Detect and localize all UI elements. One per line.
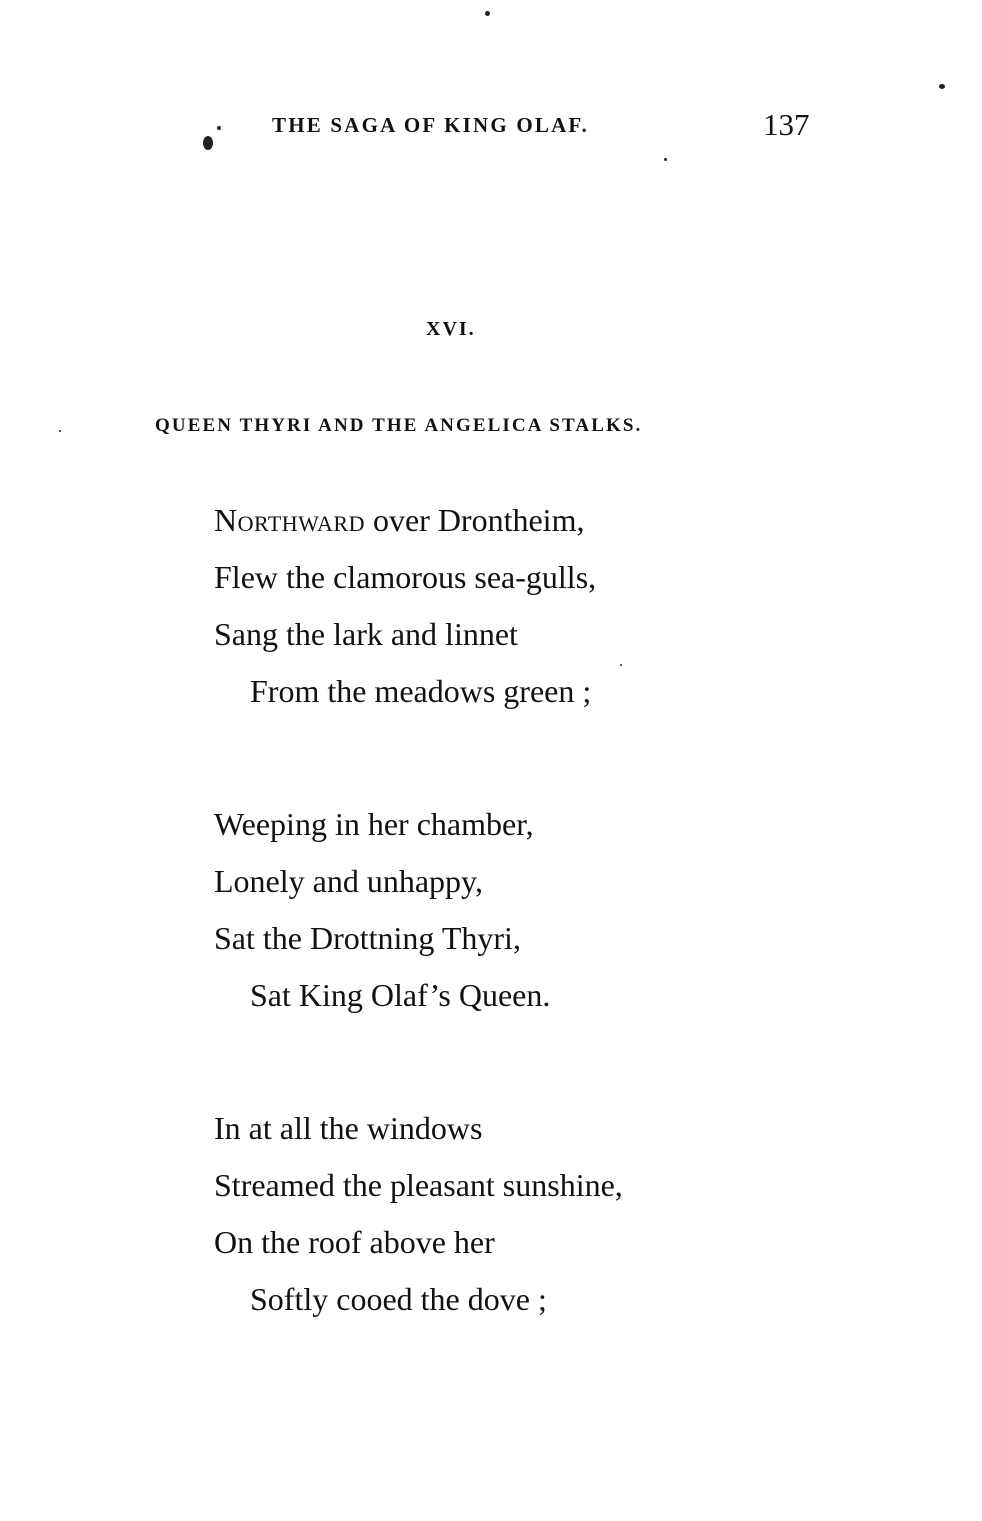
poem-line: Flew the clamorous sea-gulls, bbox=[214, 559, 597, 595]
section-number: XVI. bbox=[426, 318, 476, 340]
scan-speck bbox=[217, 126, 221, 130]
running-title: THE SAGA OF KING OLAF. bbox=[272, 113, 589, 137]
poem-line: On the roof above her bbox=[214, 1224, 495, 1260]
scan-speck bbox=[203, 136, 213, 150]
scan-speck bbox=[939, 84, 945, 89]
stanza bbox=[214, 796, 954, 1024]
opening-word: Northward bbox=[214, 502, 365, 538]
poem-line: Weeping in her chamber, bbox=[214, 806, 534, 842]
poem-line: Streamed the pleasant sunshine, bbox=[214, 1167, 623, 1203]
poem bbox=[214, 492, 954, 1404]
poem-line: In at all the windows bbox=[214, 1110, 483, 1146]
poem-line-text: over Drontheim, bbox=[364, 502, 585, 538]
poem-line: Sat King Olaf’s Queen. bbox=[250, 977, 551, 1013]
poem-line: Sang the lark and linnet bbox=[214, 616, 518, 652]
stanza bbox=[214, 492, 954, 720]
scan-speck bbox=[485, 11, 490, 16]
scan-speck bbox=[664, 158, 667, 161]
section-title: QUEEN THYRI AND THE ANGELICA STALKS. bbox=[155, 415, 643, 436]
poem-line: From the meadows green ; bbox=[250, 673, 592, 709]
poem-line bbox=[214, 492, 954, 549]
poem-line: Sat the Drottning Thyri, bbox=[214, 920, 521, 956]
stanza bbox=[214, 1100, 954, 1328]
poem-line: Lonely and unhappy, bbox=[214, 863, 483, 899]
page-number: 137 bbox=[763, 107, 810, 142]
scan-speck bbox=[59, 430, 61, 432]
poem-line: Softly cooed the dove ; bbox=[250, 1281, 547, 1317]
